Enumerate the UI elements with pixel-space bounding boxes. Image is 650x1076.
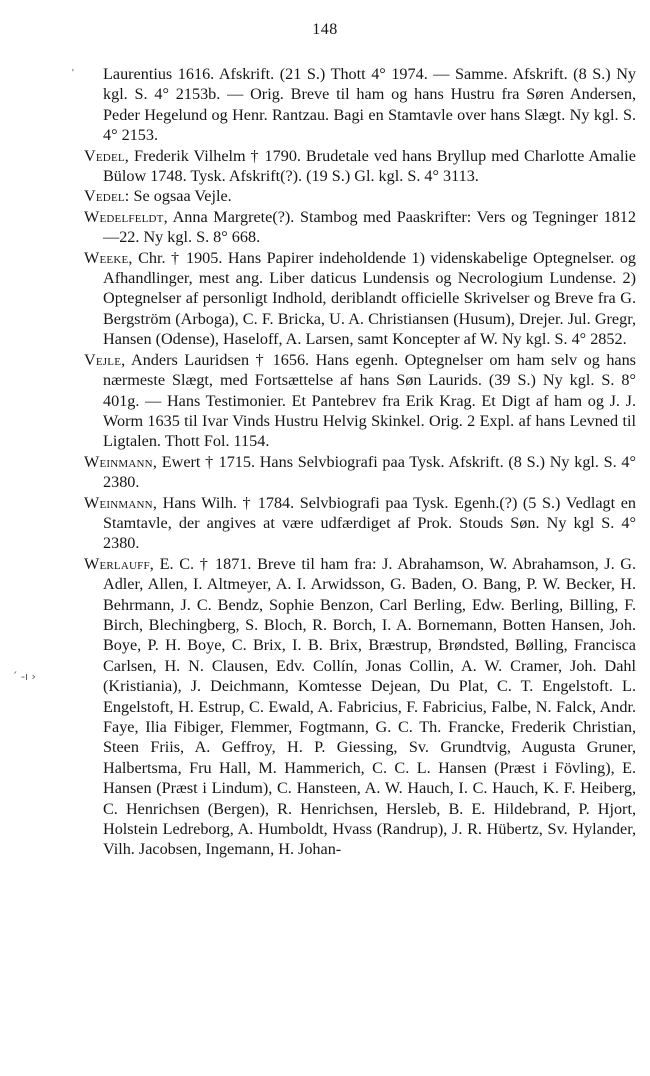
entry-heading: Weinmann,	[84, 493, 158, 512]
entry-heading: Weeke,	[84, 248, 133, 267]
entry-text: E. C. † 1871. Breve til ham fra: J. Abrahamson, W. Abrahamson, J. G. Adler, Allen, I. Altmeyer, A. I. Arwidsson, G. Baden, O. Bang, P. W. Becker, H. Behrmann, J. C. Bendz, Sophie Benzon, Carl Berling, Edw. Berling, Billing, F. Birch, Blechingberg, S. Bloch, R. Borch, I. A. Bornemann, Botten Hansen, Joh. Boye, P. H. Boye, C. Brix, I. B. Brix, Bræstrup, Brøndsted, Bølling, Francisca Carlsen, H. N. Clausen, Edv. Collín, Jonas Collin, A. W. Cramer, Joh. Dahl (Kristiania), J. Deichmann, Komtesse Dejean, Du Plat, C. T. Engelstoft. L. Engelstoft, H. Estrup, C. Ewald, A. Fabricius, F. Fabricius, Falbe, N. Falck, Andr. Faye, Ilia Fibiger, Flemmer, Fogtmann, G. C. Th. Francke, Frederik Christian, Steen Friis, A. Geffroy, H. P. Giessing, Sv. Grundtvig, Augusta Gruner, Halbertsma, Fru Hall, M. Hammerich, C. C. L. Hansen (Præst i Fövling), E. Hansen (Præst i Lindum), C. Hansteen, A. W. Hauch, I. C. Hauch, K. F. Heiberg, C. Henrichsen (Bergen), R. Henrichsen, Hersleb, B. E. Hildebrand, P. Hjort, Holstein Ledreborg, A. Humboldt, Hvass (Randrup), J. R. Hübertz, Sv. Hylander, Vilh. Jacobsen, Ingemann, H. Johan-	[103, 554, 636, 859]
register-entry	[84, 64, 636, 146]
register-entries	[84, 64, 636, 860]
entry-heading: Werlauff,	[84, 554, 155, 573]
page-number: 148	[312, 21, 338, 38]
register-entry	[84, 493, 636, 554]
margin-note: ´ -ı ›	[12, 670, 36, 683]
entry-text: Chr. † 1905. Hans Papirer indeholdende 1) videnskabelige Optegnelser. og Afhandlinger, mest ang. Liber daticus Lundensis og Necrologium Lundense. 2) Optegnelser af personligt Indhold, deriblandt officielle Skrivelser og Breve fra G. Bergström (Arboga), C. F. Bricka, U. A. Christiansen (Husum), Drejer. Jul. Gregr, Hansen (Odense), Haseloff, A. Larsen, samt Koncepter af W. Ny kgl. S. 4° 2852.	[103, 248, 636, 349]
entry-text: Laurentius 1616. Afskrift. (21 S.) Thott 4° 1974. — Samme. Afskrift. (8 S.) Ny kgl. S. 4° 2153b. — Orig. Breve til ham og hans Hustru fra Søren Andersen, Peder Hegelund og Henr. Rantzau. Bagi en Stamtavle over hans Slægt. Ny kgl. S. 4° 2153.	[103, 65, 636, 145]
entry-heading: Wedelfeldt,	[84, 207, 168, 226]
entry-text: Anna Margrete(?). Stambog med Paaskrifter: Vers og Tegninger 1812—22. Ny kgl. S. 8° 668.	[103, 207, 636, 247]
entry-text: Ewert † 1715. Hans Selvbiografi paa Tysk. Afskrift. (8 S.) Ny kgl. S. 4° 2380.	[103, 452, 636, 492]
entry-heading: Weinmann,	[84, 452, 158, 471]
register-entry	[84, 146, 636, 187]
entry-heading: Vedel,	[84, 146, 130, 165]
register-entry	[84, 350, 636, 452]
register-entry	[84, 452, 636, 493]
entry-heading: Vejle,	[84, 350, 126, 369]
entry-text: Frederik Vilhelm † 1790. Brudetale ved hans Bryllup med Charlotte Amalie Bülow 1748. Tysk. Afskrift(?). (19 S.) Gl. kgl. S. 4° 3113.	[103, 146, 636, 186]
entry-heading: Vedel:	[84, 187, 130, 206]
entry-text: Anders Lauridsen † 1656. Hans egenh. Optegnelser om ham selv og hans nærmeste Slægt, med Fortsættelse af hans Søn Laurids. (39 S.) Ny kgl. S. 8° 401g. — Hans Testimonier. Et Pantebrev fra Erik Krag. Et Digt af ham og J. J. Worm 1635 til Ivar Vinds Hustru Helvig Skinkel. Orig. 2 Expl. af hans Levned til Ligtalen. Thott Fol. 1154.	[103, 350, 636, 451]
entry-text: Se ogsaa Vejle.	[129, 187, 232, 206]
entry-text: Hans Wilh. † 1784. Selvbiografi paa Tysk. Egenh.(?) (5 S.) Vedlagt en Stamtavle, der angives at være udfærdiget af Prok. Stouds Søn. Ny kgl S. 4° 2380.	[103, 493, 636, 553]
register-entry	[84, 207, 636, 248]
register-entry	[84, 186, 636, 206]
register-entry	[84, 248, 636, 350]
continuation-mark: '	[72, 68, 74, 79]
register-entry	[84, 554, 636, 860]
